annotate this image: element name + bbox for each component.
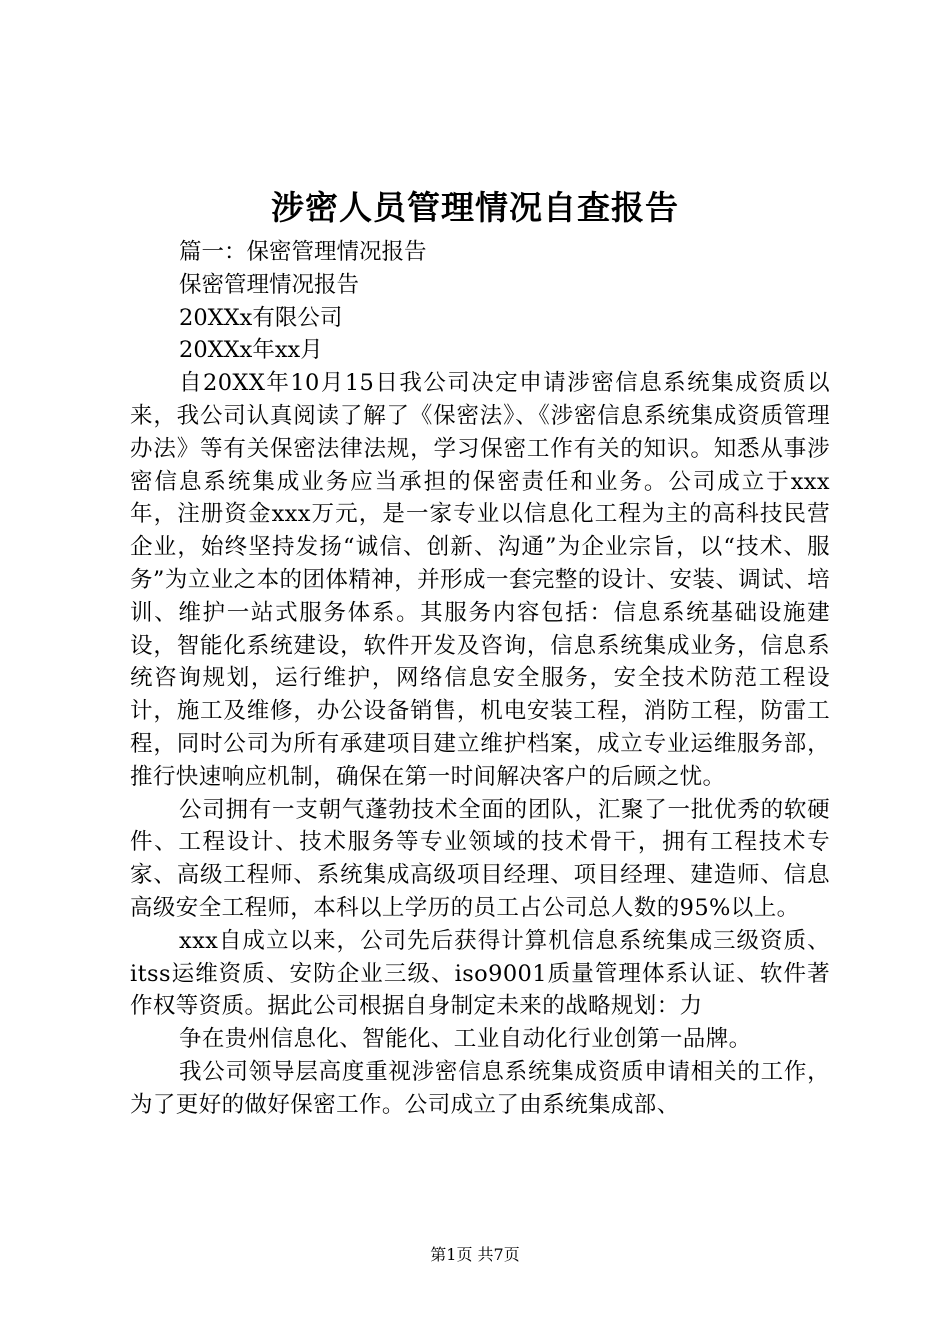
report-title-line: 保密管理情况报告	[179, 271, 360, 298]
paragraph-company-intro: 自20XX年10月15日我公司决定申请涉密信息系统集成资质以来，我公司认真阅读了解了《保密法》、《涉密信息系统集成资质管理办法》等有关保密法律法规，学习保密工作有关的知识。知悉从事涉密信息系统集成业务应当承担的保密责任和业务。公司成立于xxx年，注册资金xxx万元，是一家专业以信息化工程为主的高科技民营企业，始终坚持发扬“诚信、创新、沟通”为企业宗旨，以“技术、服务”为立业之本的团体精神，并形成一套完整的设计、安装、调试、培训、维护一站式服务体系。其服务内容包括：信息系统基础设施建设，智能化系统建设，软件开发及咨询，信息系统集成业务，信息系统咨询规划，运行维护，网络信息安全服务，安全技术防范工程设计，施工及维修，办公设备销售，机电安装工程，消防工程，防雷工程，同时公司为所有承建项目建立维护档案，成立专业运维服务部，推行快速响应机制，确保在第一时间解决客户的后顾之忧。	[130, 370, 830, 790]
company-name-line: 20XXx有限公司	[179, 304, 343, 331]
section-heading: 篇一：保密管理情况报告	[179, 239, 427, 265]
report-date-line: 20XXx年xx月	[179, 337, 323, 364]
paragraph-team: 公司拥有一支朝气蓬勃技术全面的团队，汇聚了一批优秀的软硬件、工程设计、技术服务等专业领域的技术骨干，拥有工程技术专家、高级工程师、系统集成高级项目经理、项目经理、建造师、信息高级安全工程师，本科以上学历的员工占公司总人数的95%以上。	[130, 796, 830, 921]
paragraph-leadership: 我公司领导层高度重视涉密信息系统集成资质申请相关的工作，为了更好的做好保密工作。公司成立了由系统集成部、	[130, 1058, 830, 1118]
document-title: 涉密人员管理情况自查报告	[271, 188, 679, 227]
paragraph-strategy: 争在贵州信息化、智能化、工业自动化行业创第一品牌。	[179, 1026, 752, 1053]
page-footer: 第1页 共7页	[430, 1245, 520, 1264]
paragraph-qualifications: xxx自成立以来，公司先后获得计算机信息系统集成三级资质、itss运维资质、安防企业三级、iso9001质量管理体系认证、软件著作权等资质。据此公司根据自身制定未来的战略规划：力	[130, 927, 830, 1020]
document-body	[130, 236, 830, 1122]
